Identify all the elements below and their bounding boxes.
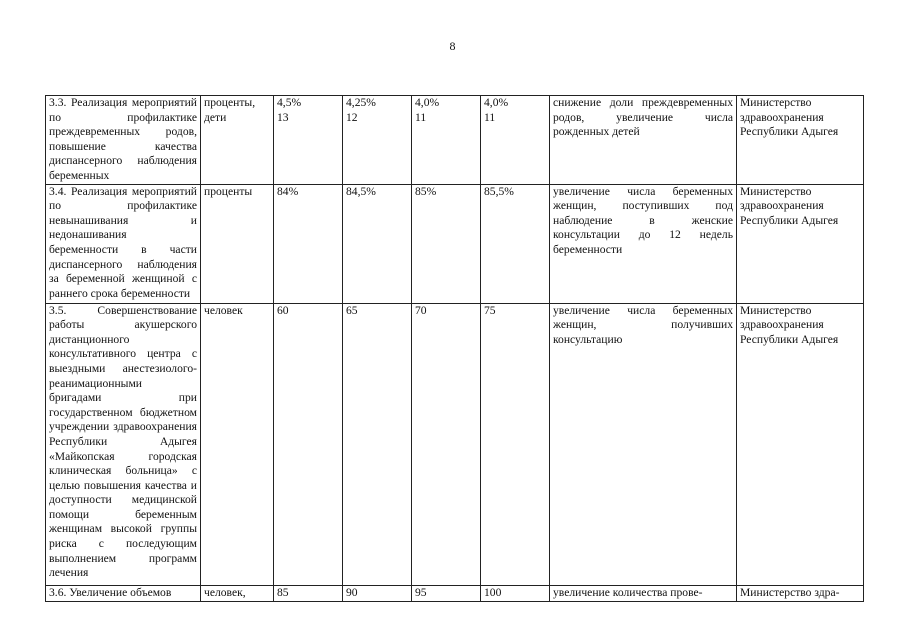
value-percent: 4,25% [346, 96, 376, 109]
result-cell: снижение доли преждевременных родов, увеличение числа рожденных детей [550, 96, 737, 185]
value-cell-year-4: 100 [481, 585, 550, 601]
unit-cell: проценты [201, 184, 274, 303]
value-cell-year-2: 90 [343, 585, 412, 601]
result-cell: увеличение числа беременных женщин, получивших консультацию [550, 303, 737, 585]
measure-cell: 3.6. Увеличение объемов [46, 585, 201, 601]
value-percent: 4,0% [484, 96, 509, 109]
value-cell-year-1: 84% [274, 184, 343, 303]
value-cell-year-2: 65 [343, 303, 412, 585]
value-cell-year-3: 85% [412, 184, 481, 303]
value-cell-year-2: 84,5% [343, 184, 412, 303]
value-percent: 4,0% [415, 96, 440, 109]
value-cell-year-4: 85,5% [481, 184, 550, 303]
value-cell-year-1: 60 [274, 303, 343, 585]
measures-table [45, 95, 864, 602]
value-cell-year-1: 85 [274, 585, 343, 601]
value-count: 12 [346, 110, 358, 124]
unit-cell: человек, [201, 585, 274, 601]
responsible-cell: Министерство здравоохранения Республики Адыгея [737, 96, 864, 185]
measure-cell: 3.5. Совершенствование работы акушерского дистанционного консультативного центра с выездными анестезиолого-реанимационными бригадами при государственном бюджетном учреждении здравоохранения Республики Адыгея «Майкопская городская клиническая больница» с целью повышения качества и доступности медицинской помощи беременным женщинам высокой группы риска с последующим выполнением программ лечения [46, 303, 201, 585]
table-row [46, 303, 864, 585]
unit-cell: человек [201, 303, 274, 585]
value-cell-year-3: 95 [412, 585, 481, 601]
value-count: 11 [415, 110, 427, 124]
table-row [46, 585, 864, 601]
responsible-cell: Министерство здра- [737, 585, 864, 601]
responsible-cell: Министерство здравоохранения Республики Адыгея [737, 303, 864, 585]
value-cell-year-4 [481, 96, 550, 185]
value-cell-year-3 [412, 96, 481, 185]
table-row [46, 184, 864, 303]
value-cell-year-4: 75 [481, 303, 550, 585]
page-number: 8 [449, 39, 456, 53]
value-cell-year-2 [343, 96, 412, 185]
value-cell-year-3: 70 [412, 303, 481, 585]
result-cell: увеличение количества прове- [550, 585, 737, 601]
value-percent: 4,5% [277, 96, 302, 109]
measure-cell: 3.3. Реализация мероприятий по профилактике преждевременных родов, повышение качества диспансерного наблюдения беременных [46, 96, 201, 185]
table-row [46, 96, 864, 185]
value-count: 11 [484, 110, 496, 124]
unit-cell: проценты, дети [201, 96, 274, 185]
value-count: 13 [277, 110, 289, 124]
result-cell: увеличение числа беременных женщин, поступивших под наблюдение в женские консультации до 12 недель беременности [550, 184, 737, 303]
measure-cell: 3.4. Реализация мероприятий по профилактике невынашивания и недонашивания беременности в части диспансерного наблюдения за беременной женщиной с раннего срока беременности [46, 184, 201, 303]
responsible-cell: Министерство здравоохранения Республики Адыгея [737, 184, 864, 303]
value-cell-year-1 [274, 96, 343, 185]
